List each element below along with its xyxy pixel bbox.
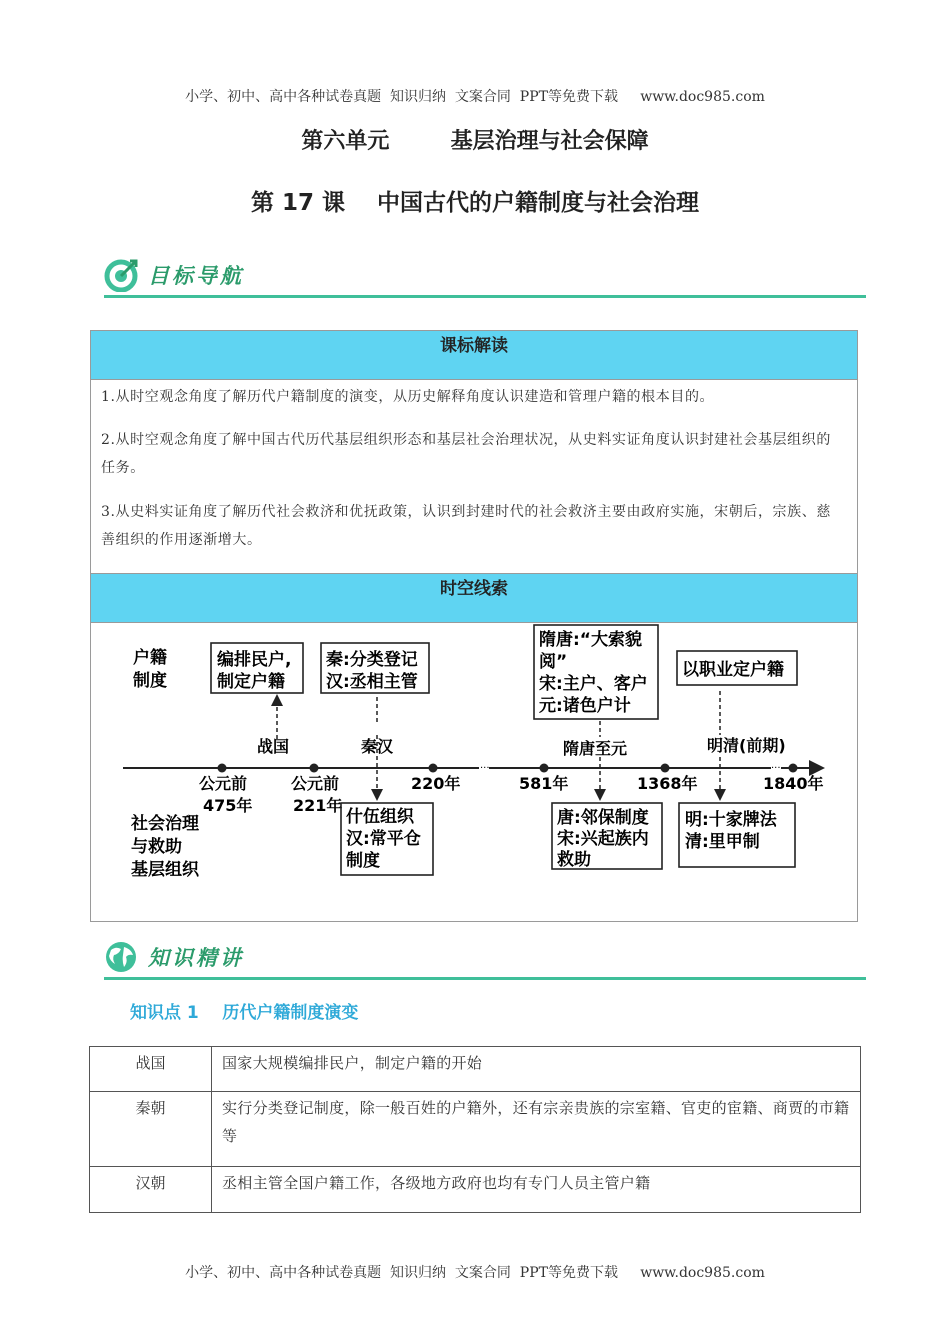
bottom-category-line1: 社会治理 <box>131 814 199 834</box>
dot-220 <box>429 764 438 773</box>
date-1368: 1368年 <box>637 774 698 793</box>
household-registration-table <box>89 1046 861 1213</box>
bottom-box-suitang-line1: 唐:邻保制度 <box>557 808 649 828</box>
bottom-box-mingqing-line2: 清:里甲制 <box>685 832 760 852</box>
knowledge-banner <box>100 934 866 980</box>
unit-title: 第六单元 基层治理与社会保障 <box>301 129 649 154</box>
date-221bc-line1: 公元前 <box>291 774 340 793</box>
date-475bc-line2: 475年 <box>203 796 253 815</box>
lesson-title: 第 17 课 中国古代的户籍制度与社会治理 <box>250 190 700 216</box>
curriculum-item-2: 2.从时空观念角度了解中国古代历代基层组织形态和基层社会治理状况，从史料实证角度认识封建社会基层组织的任务。 <box>101 432 831 476</box>
top-category-line2: 制度 <box>133 671 167 691</box>
bottom-box-suitang-line3: 救助 <box>557 850 591 870</box>
site-footer: 小学、初中、高中各种试卷真题 知识归纳 文案合同 PPT等免费下载 www.doc985.com <box>185 1265 765 1281</box>
curriculum-item-1: 1.从时空观念角度了解历代户籍制度的演变，从历史解释角度认识建造和管理户籍的根本目的。 <box>101 389 715 405</box>
era-cell: 汉朝 <box>90 1167 212 1213</box>
bottom-box-qinhan-line3: 制度 <box>346 851 380 871</box>
knowledge-banner-label: 知识精讲 <box>148 946 244 970</box>
globe-icon <box>104 940 138 974</box>
era-cell: 秦朝 <box>90 1092 212 1167</box>
knowledge-banner-rule <box>104 977 866 980</box>
goals-banner-label: 目标导航 <box>148 264 244 288</box>
curriculum-box <box>90 330 858 922</box>
bottom-box-suitang-line2: 宋:兴起族内 <box>557 829 649 849</box>
timeline-heading: 时空线索 <box>91 574 857 623</box>
period-mingqing: 明清(前期) <box>707 736 786 755</box>
date-221bc-line2: 221年 <box>293 796 343 815</box>
period-suitang-yuan: 隋唐至元 <box>563 739 628 758</box>
period-zhanguo: 战国 <box>257 737 290 756</box>
top-box-zhanguo-line1: 编排民户, <box>217 650 292 670</box>
desc-cell: 国家大规模编排民户，制定户籍的开始 <box>212 1047 861 1092</box>
table-row <box>90 1167 861 1213</box>
curriculum-heading: 课标解读 <box>91 331 857 380</box>
desc-cell: 实行分类登记制度，除一般百姓的户籍外，还有宗亲贵族的宗室籍、官吏的宦籍、商贾的市籍等 <box>212 1092 861 1167</box>
top-box-qinhan-line1: 秦:分类登记 <box>326 650 418 670</box>
goals-banner <box>100 252 866 298</box>
bottom-box-qinhan-line2: 汉:常平仓 <box>346 829 421 849</box>
goals-banner-rule <box>104 295 866 298</box>
top-box-suitang-line1: 隋唐:“大索貌 <box>539 630 642 650</box>
axis-break-1: ··· <box>480 763 490 774</box>
table-row <box>90 1092 861 1167</box>
site-header: 小学、初中、高中各种试卷真题 知识归纳 文案合同 PPT等免费下载 www.doc985.com <box>185 89 765 105</box>
top-box-suitang-line2: 阅” <box>539 652 568 672</box>
desc-cell: 丞相主管全国户籍工作，各级地方政府也均有专门人员主管户籍 <box>212 1167 861 1213</box>
date-581: 581年 <box>519 774 569 793</box>
dot-581 <box>540 764 549 773</box>
period-qinhan: 秦汉 <box>361 737 394 756</box>
top-box-suitang-line4: 元:诸色户计 <box>539 696 631 716</box>
era-cell: 战国 <box>90 1047 212 1092</box>
dot-1368 <box>661 764 670 773</box>
bottom-category-line3: 基层组织 <box>131 860 199 880</box>
dot-1840 <box>789 764 798 773</box>
bottom-box-qinhan-line1: 什伍组织 <box>346 807 414 827</box>
knowledge-point-title: 知识点 1 历代户籍制度演变 <box>130 1003 359 1023</box>
date-1840: 1840年 <box>763 774 824 793</box>
dot-221bc <box>310 764 319 773</box>
bottom-box-mingqing-line1: 明:十家牌法 <box>685 810 777 830</box>
top-category-line1: 户籍 <box>133 648 167 668</box>
table-row <box>90 1047 861 1092</box>
target-icon <box>104 258 138 292</box>
curriculum-item-3: 3.从史料实证角度了解历代社会救济和优抚政策，认识到封建时代的社会救济主要由政府实施，宋朝后，宗族、慈善组织的作用逐渐增大。 <box>101 504 831 548</box>
date-475bc-line1: 公元前 <box>199 774 248 793</box>
top-box-mingqing-line1: 以职业定户籍 <box>682 660 784 680</box>
bottom-category-line2: 与救助 <box>131 837 182 857</box>
top-box-zhanguo-line2: 制定户籍 <box>217 672 285 692</box>
top-box-qinhan-line2: 汉:丞相主管 <box>326 672 418 692</box>
dot-475bc <box>218 764 227 773</box>
date-220: 220年 <box>411 774 461 793</box>
axis-break-2: ··· <box>771 763 781 774</box>
timeline-diagram <box>91 623 857 921</box>
top-box-suitang-line3: 宋:主户、客户 <box>539 674 648 694</box>
